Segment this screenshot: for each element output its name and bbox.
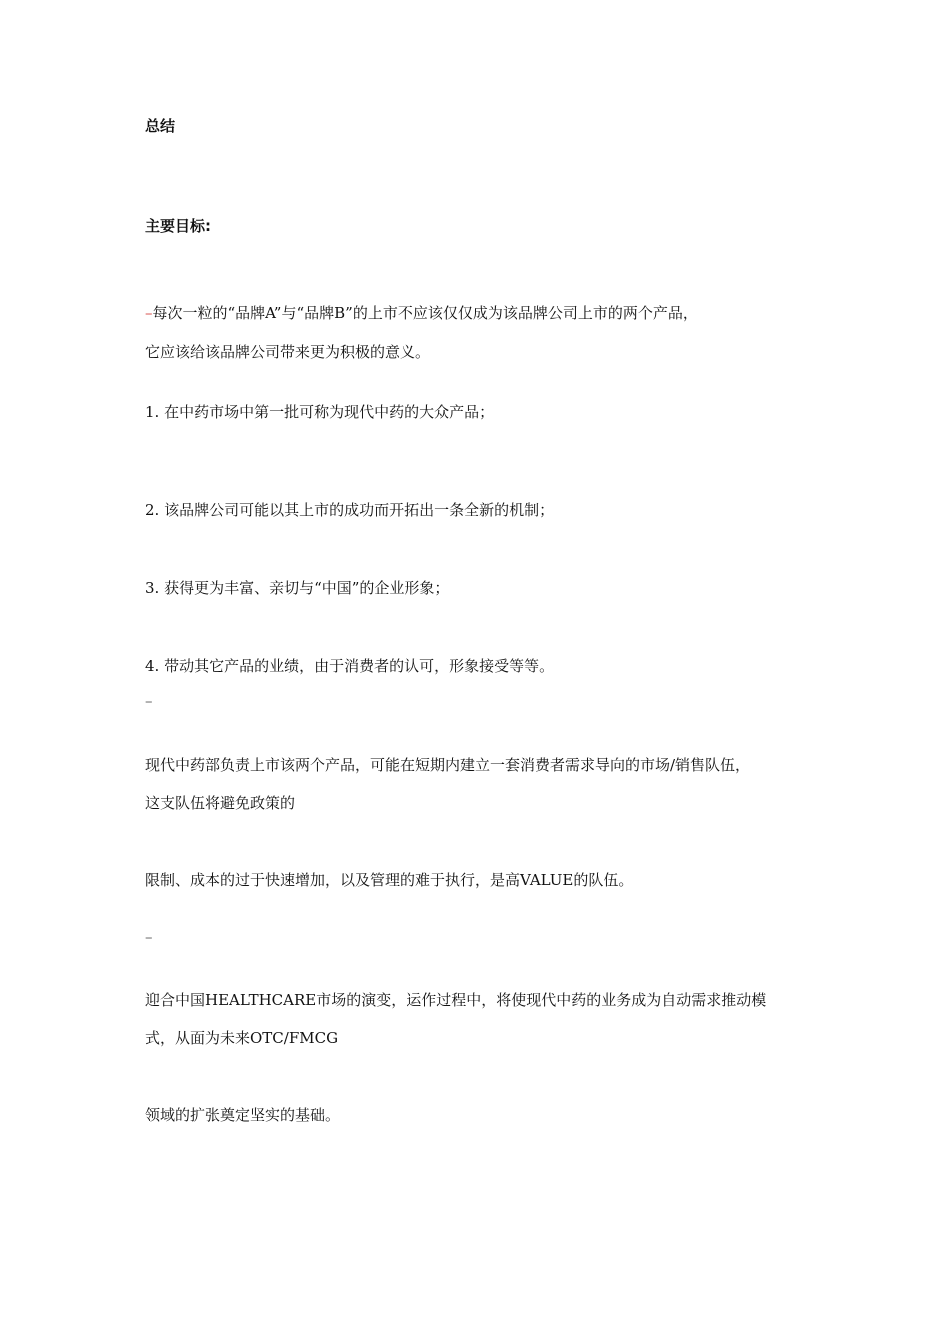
section-heading: 主要目标: — [145, 217, 211, 235]
intro-line-1 — [145, 303, 698, 323]
list-item-3: 3. 获得更为丰富、亲切与“中国”的企业形象； — [145, 579, 450, 597]
paragraph-2-line-3: 领域的扩张奠定坚实的基础。 — [145, 1106, 341, 1124]
page-title: 总结 — [145, 117, 176, 135]
paragraph-1-line-3: 限制、成本的过于快速增加，以及管理的难于执行，是高VALUE的队伍。 — [145, 871, 634, 889]
intro-line-2: 它应该给该品牌公司带来更为积极的意义。 — [145, 343, 431, 361]
intro-text-1: 每次一粒的“品牌A”与“品牌B”的上市不应该仅仅成为该品牌公司上市的两个产品， — [152, 304, 698, 322]
list-item-2: 2. 该品牌公司可能以其上市的成功而开拓出一条全新的机制； — [145, 501, 555, 519]
paragraph-2-line-1: 迎合中国HEALTHCARE市场的演变，运作过程中，将使现代中药的业务成为自动需求推动模 — [145, 991, 767, 1009]
list-item-4: 4. 带动其它产品的业绩，由于消费者的认可，形象接受等等。 — [145, 657, 555, 675]
separator-dash-2: – — [145, 928, 153, 946]
paragraph-1-line-2: 这支队伍将避免政策的 — [145, 794, 296, 812]
paragraph-2-line-2: 式，从面为未来OTC/FMCG — [145, 1029, 339, 1047]
bullet-dash: – — [145, 304, 153, 322]
separator-dash-1: – — [145, 692, 153, 710]
list-item-1: 1. 在中药市场中第一批可称为现代中药的大众产品； — [145, 403, 495, 421]
paragraph-1-line-1: 现代中药部负责上市该两个产品，可能在短期内建立一套消费者需求导向的市场/销售队伍， — [145, 756, 751, 774]
